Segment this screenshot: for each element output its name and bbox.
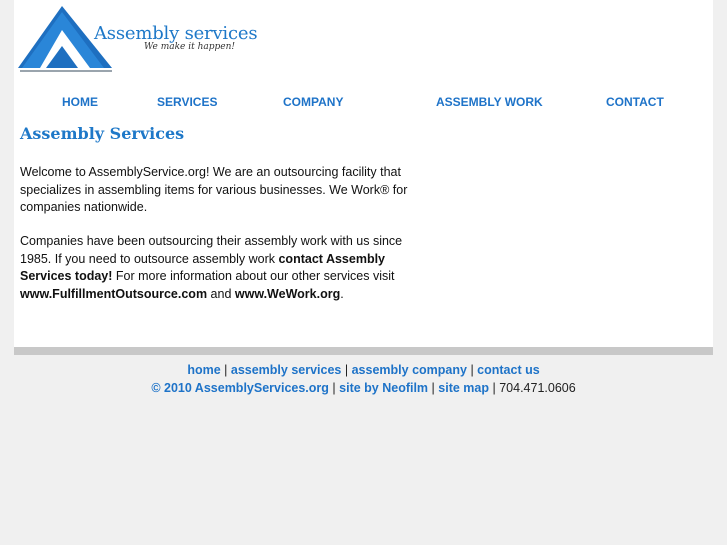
footer-credits — [0, 381, 727, 395]
history-text-1: Companies have been outsourcing their assembly work with us since 1985. If you need to outsource assembly work — [20, 234, 403, 266]
footer-link-assembly-services[interactable]: assembly services — [230, 363, 342, 377]
history-paragraph — [20, 233, 410, 303]
footer-link-contact-us[interactable]: contact us — [477, 363, 540, 377]
logo-tagline: We make it happen! — [144, 42, 236, 52]
nav-assembly-work[interactable]: ASSEMBLY WORK — [436, 95, 543, 109]
history-text-4: . — [340, 286, 344, 301]
nav-services[interactable]: SERVICES — [157, 95, 218, 109]
history-text-2: For more information about our other services visit — [112, 269, 395, 284]
footer-link-assembly-company[interactable]: assembly company — [351, 363, 467, 377]
footer-divider — [14, 347, 713, 355]
nav-contact[interactable]: CONTACT — [606, 95, 664, 109]
page-container — [14, 0, 713, 347]
logo[interactable] — [16, 4, 256, 72]
history-text-3: and — [207, 286, 235, 301]
footer-separator: | — [332, 381, 336, 395]
logo-title: Assembly services — [94, 23, 258, 44]
footer-separator: | — [470, 363, 474, 377]
footer-separator: | — [431, 381, 435, 395]
footer-copyright-link[interactable]: © 2010 AssemblyServices.org — [151, 381, 329, 395]
fulfillment-link-text: www.FulfillmentOutsource.com — [20, 286, 208, 301]
contact-cta-text: contact Assembly Services today! — [20, 251, 386, 284]
footer-separator: | — [492, 381, 496, 395]
page-title: Assembly Services — [20, 124, 185, 143]
intro-paragraph: Welcome to AssemblyService.org! We are an outsourcing facility that specializes in assembling items for various businesses. We Work® for companies nationwide. — [20, 165, 408, 215]
nav-company[interactable]: COMPANY — [283, 95, 344, 109]
nav-home[interactable]: HOME — [62, 95, 98, 109]
footer-separator: | — [224, 363, 228, 377]
footer-phone: 704.471.0606 — [499, 381, 576, 395]
footer-links — [0, 363, 727, 377]
footer-separator: | — [344, 363, 349, 377]
footer-site-map-link[interactable]: site map — [438, 381, 489, 395]
footer-site-by-link[interactable]: site by Neofilm — [339, 381, 429, 395]
wework-link-text: www.WeWork.org — [234, 286, 341, 301]
main-nav — [14, 95, 713, 111]
footer-link-home[interactable]: home — [187, 363, 221, 377]
